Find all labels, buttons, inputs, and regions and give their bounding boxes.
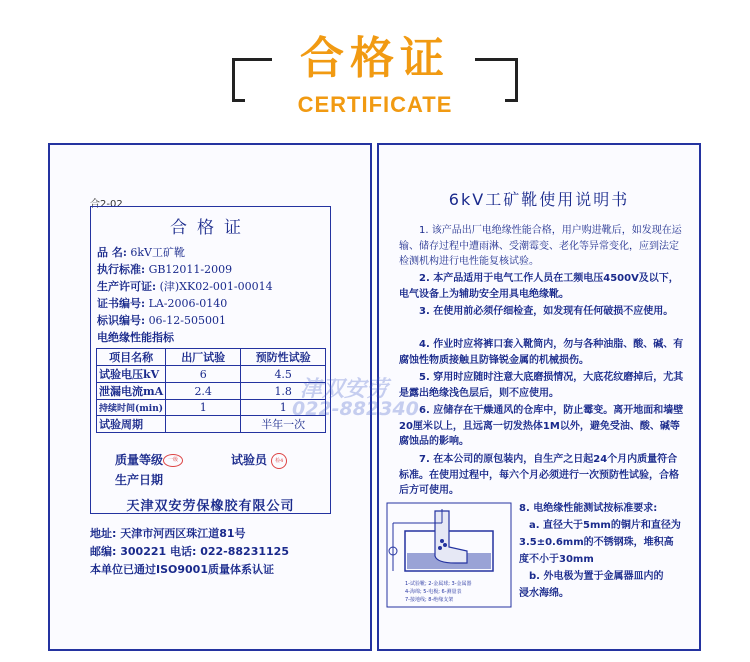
- quality-grade: [115, 451, 183, 468]
- field-value: 6kV工矿靴: [130, 246, 185, 259]
- inspector-stamp: 检4: [271, 453, 287, 469]
- inspector: [231, 451, 287, 469]
- legend-line: 1-试验靴; 2-金属球; 3-金属器: [405, 581, 472, 587]
- field-label: 证书编号:: [97, 297, 146, 310]
- field-id-number: [97, 312, 226, 328]
- field-value: (津)XK02-001-00014: [159, 280, 273, 293]
- certificate-title: 合格证: [170, 218, 251, 238]
- manual-paragraph-3: 3. 在使用前必须仔细检查，如发现有任何破损不应使用。: [419, 306, 674, 317]
- quality-stamp: 一级: [163, 454, 183, 467]
- inspector-label: 试验员: [231, 453, 268, 467]
- table-cell: 持续时间(min): [97, 400, 166, 416]
- field-value: 06-12-505001: [148, 314, 226, 327]
- iso-note: 本单位已通过ISO9001质量体系认证: [90, 563, 274, 576]
- table-cell: 泄漏电流mA: [97, 383, 166, 400]
- test-item: 3.5±0.6mm的不锈钢珠，堆积高: [519, 537, 674, 548]
- test-apparatus-diagram: [385, 501, 513, 609]
- table-cell: 6: [166, 366, 241, 383]
- legend-line: 7-接地线; 8-绝缘支架: [405, 597, 454, 603]
- table-cell: [166, 416, 241, 433]
- spec-table: [96, 348, 326, 433]
- table-header: 项目名称: [97, 349, 166, 366]
- test-item: b. 外电极为置于金属器皿内的: [529, 571, 664, 582]
- field-label: 品 名:: [97, 246, 127, 259]
- table-cell: 2.4: [166, 383, 241, 400]
- legend-line: 4-海绵; 5-电极; 6-测量表: [405, 589, 462, 595]
- test-item: 度不小于30mm: [519, 554, 594, 565]
- field-product: [97, 244, 185, 260]
- table-cell: 试验周期: [97, 416, 166, 433]
- manual-paragraph-1: 1. 该产品出厂电绝缘性能合格，用户购进靴后，如发现在运输、储存过程中遭雨淋、受潮霉变、老化等异常变化，应到法定检测机构进行电性能复核试验。: [399, 225, 682, 267]
- production-date-label: 生产日期: [115, 473, 164, 487]
- field-label: 生产许可证:: [97, 280, 157, 293]
- field-cert-number: [97, 295, 227, 311]
- watermark-phone: 022-882340: [292, 398, 419, 420]
- steel-ball: [440, 539, 444, 543]
- table-cell: 4.5: [241, 366, 326, 383]
- manual-title: 6kV工矿靴使用说明书: [448, 190, 630, 209]
- table-cell: 1: [166, 400, 241, 416]
- table-cell: 半年一次: [241, 416, 326, 433]
- manual-paragraph-6: 6. 应储存在干燥通风的仓库中，防止霉变。离开地面和墙壁20厘米以上，且远离一切发热体1M以外，避免受油、酸、碱等腐蚀品的影响。: [399, 405, 684, 447]
- steel-ball: [443, 543, 447, 547]
- manual-paragraph-5: 5. 穿用时应随时注意大底磨损情况，大底花纹磨掉后，尤其是露出绝缘浅色层后，则不应使用。: [399, 372, 684, 399]
- field-label: 执行标准:: [97, 263, 146, 276]
- table-cell: 试验电压kV: [97, 366, 166, 383]
- field-value: LA-2006-0140: [148, 297, 228, 310]
- manual-paragraph-7: 7. 在本公司的原包装内，自生产之日起24个月内质量符合标准。在使用过程中，每六个月必须进行一次预防性试验，合格后方可使用。: [399, 454, 679, 496]
- field-value: GB12011-2009: [148, 263, 233, 276]
- table-row: [97, 366, 326, 383]
- test-item: a. 直径大于5mm的铜片和直径为: [529, 520, 681, 531]
- table-cell: 1: [241, 400, 326, 416]
- field-license: [97, 278, 273, 294]
- field-label: 标识编号:: [97, 314, 146, 327]
- manual-paragraph-4: 4. 作业时应将裤口套入靴筒内，勿与各种油脂、酸、碱、有腐蚀性物质接触且防锋锐金属的机械损伤。: [399, 339, 684, 366]
- table-cell: 1.8: [241, 383, 326, 400]
- table-header: 出厂试验: [166, 349, 241, 366]
- quality-label: 质量等级: [115, 453, 164, 467]
- steel-ball: [438, 546, 442, 550]
- manual-page: [377, 143, 701, 651]
- company-name: 天津双安劳保橡胶有限公司: [126, 499, 295, 514]
- field-standard: [97, 261, 232, 277]
- table-header-row: [97, 349, 326, 366]
- table-header: 预防性试验: [241, 349, 326, 366]
- form-code: 合2-02: [90, 199, 123, 210]
- watermark-company: 津双安劳: [300, 377, 389, 402]
- postcode-phone: 邮编: 300221 电话: 022-88231125: [90, 545, 289, 558]
- boot-shape: [435, 511, 467, 563]
- table-row: [97, 383, 326, 400]
- section-label: 电绝缘性能指标: [97, 331, 174, 344]
- test-item: 浸水海绵。: [519, 588, 569, 599]
- certificate-box: [90, 206, 331, 514]
- test-title: 8. 电绝缘性能测试按标准要求:: [519, 503, 658, 514]
- manual-paragraph-2: 2. 本产品适用于电气工作人员在工频电压4500V及以下，电气设备上为辅助安全用具电绝缘靴。: [399, 273, 679, 300]
- header-title: 合格证: [300, 33, 450, 84]
- header-subtitle: CERTIFICATE: [297, 92, 453, 117]
- address: 地址: 天津市河西区珠江道81号: [90, 527, 246, 540]
